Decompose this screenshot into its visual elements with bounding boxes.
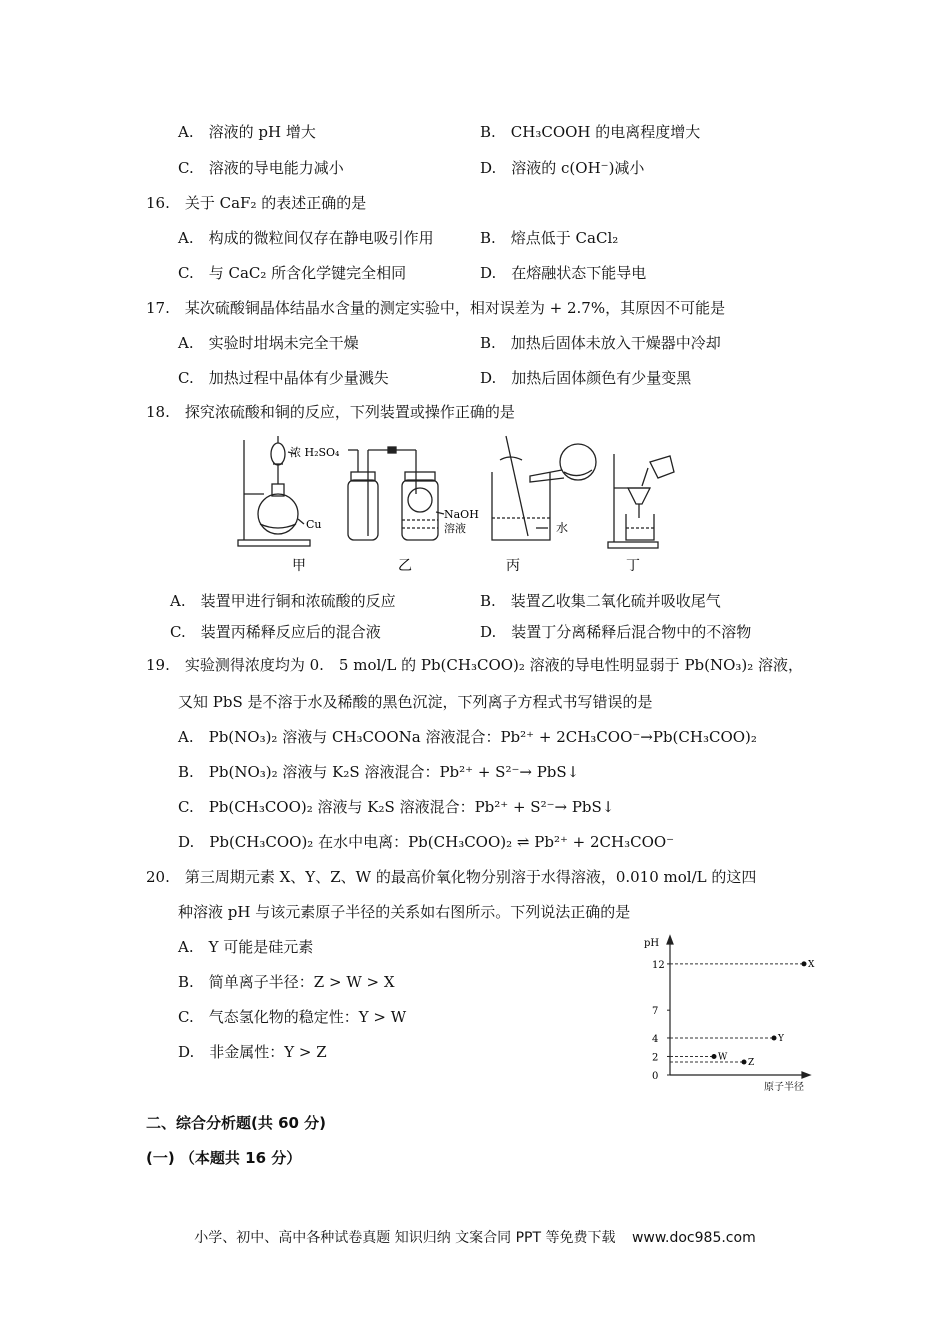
y-axis-label: pH	[644, 938, 660, 949]
point-label-X: X	[808, 959, 815, 970]
label-yi: 乙	[398, 558, 412, 574]
q19-option-d: D. Pb(CH₃COO)₂ 在水中电离：Pb(CH₃COO)₂ ⇌ Pb²⁺ + 2CH₃COO⁻	[178, 833, 675, 851]
q19-option-b: B. Pb(NO₃)₂ 溶液与 K₂S 溶液混合：Pb²⁺ + S²⁻→ PbS↓	[178, 763, 580, 781]
point-label-W: W	[718, 1052, 728, 1063]
q17-option-a: A. 实验时坩埚未完全干燥	[178, 334, 359, 352]
point-X	[802, 961, 807, 966]
q19-option-c: C. Pb(CH₃COO)₂ 溶液与 K₂S 溶液混合：Pb²⁺ + S²⁻→ PbS↓	[178, 798, 615, 816]
q17-stem: 17. 某次硫酸铜晶体结晶水含量的测定实验中，相对误差为 + 2.7%，其原因不可能是	[146, 299, 726, 317]
q18-option-d: D. 装置丁分离稀释后混合物中的不溶物	[480, 623, 752, 641]
q20-stem-1: 20. 第三周期元素 X、Y、Z、W 的最高价氧化物分别溶于水得溶液，0.010 mol/L 的这四	[146, 868, 757, 886]
q19-stem-1: 19. 实验测得浓度均为 0. 5 mol/L 的 Pb(CH₃COO)₂ 溶液的导电性明显弱于 Pb(NO₃)₂ 溶液，	[146, 656, 804, 674]
label-acid: 浓 H₂SO₄	[290, 446, 340, 459]
section-subtitle: (一) （本题共 16 分）	[146, 1149, 302, 1167]
q20-option-b: B. 简单离子半径：Z > W > X	[178, 973, 395, 991]
point-Y	[772, 1035, 777, 1040]
label-cu: Cu	[306, 518, 322, 531]
q16-stem: 16. 关于 CaF₂ 的表述正确的是	[146, 194, 367, 212]
label-water: 水	[556, 521, 569, 535]
q17-option-b: B. 加热后固体未放入干燥器中冷却	[480, 334, 721, 352]
label-solution: 溶液	[444, 522, 466, 535]
point-label-Y: Y	[778, 1033, 784, 1044]
point-W	[712, 1054, 717, 1059]
q20-option-a: A. Y 可能是硅元素	[178, 938, 314, 956]
q17-option-d: D. 加热后固体颜色有少量变黑	[480, 369, 692, 387]
ph-radius-chart	[640, 930, 815, 1095]
q15-option-d: D. 溶液的 c(OH⁻)减小	[480, 159, 645, 177]
y-tick-12: 12	[652, 959, 665, 971]
q15-option-b: B. CH₃COOH 的电离程度增大	[480, 123, 701, 141]
x-axis-label: 原子半径	[764, 1082, 804, 1093]
point-label-Z: Z	[748, 1058, 755, 1069]
q18-option-a: A. 装置甲进行铜和浓硫酸的反应	[170, 592, 396, 610]
q16-option-b: B. 熔点低于 CaCl₂	[480, 229, 619, 247]
q16-option-a: A. 构成的微粒间仅存在静电吸引作用	[178, 229, 434, 247]
q16-option-d: D. 在熔融状态下能导电	[480, 264, 647, 282]
q18-option-b: B. 装置乙收集二氧化硫并吸收尾气	[480, 592, 721, 610]
label-jia: 甲	[292, 558, 306, 574]
q19-stem-2: 又知 PbS 是不溶于水及稀酸的黑色沉淀，下列离子方程式书写错误的是	[178, 693, 653, 711]
apparatus-figure	[230, 432, 680, 577]
q18-option-c: C. 装置丙稀释反应后的混合液	[170, 623, 381, 641]
q16-option-c: C. 与 CaC₂ 所含化学键完全相同	[178, 264, 407, 282]
q18-stem: 18. 探究浓硫酸和铜的反应，下列装置或操作正确的是	[146, 403, 515, 421]
q20-stem-2: 种溶液 pH 与该元素原子半径的关系如右图所示。下列说法正确的是	[178, 903, 631, 921]
q20-option-c: C. 气态氢化物的稳定性：Y > W	[178, 1008, 407, 1026]
y-tick-0: 0	[652, 1071, 659, 1082]
label-naoh: NaOH	[444, 508, 479, 521]
footer-text: 小学、初中、高中各种试卷真题 知识归纳 文案合同 PPT 等免费下载	[194, 1230, 616, 1246]
y-tick-2: 2	[652, 1052, 659, 1064]
label-ding: 丁	[626, 558, 640, 574]
footer	[0, 1227, 950, 1247]
q15-option-a: A. 溶液的 pH 增大	[178, 123, 316, 141]
y-tick-4: 4	[652, 1033, 659, 1045]
footer-link[interactable]: www.doc985.com	[631, 1230, 756, 1246]
q19-option-a: A. Pb(NO₃)₂ 溶液与 CH₃COONa 溶液混合：Pb²⁺ + 2CH₃COO⁻→Pb(CH₃COO)₂	[178, 728, 757, 746]
section-title: 二、综合分析题(共 60 分)	[146, 1114, 327, 1132]
label-bing: 丙	[506, 558, 520, 574]
q20-option-d: D. 非金属性：Y > Z	[178, 1043, 327, 1061]
point-Z	[742, 1060, 747, 1065]
q17-option-c: C. 加热过程中晶体有少量溅失	[178, 369, 389, 387]
q15-option-c: C. 溶液的导电能力减小	[178, 159, 344, 177]
y-tick-7: 7	[652, 1006, 659, 1018]
